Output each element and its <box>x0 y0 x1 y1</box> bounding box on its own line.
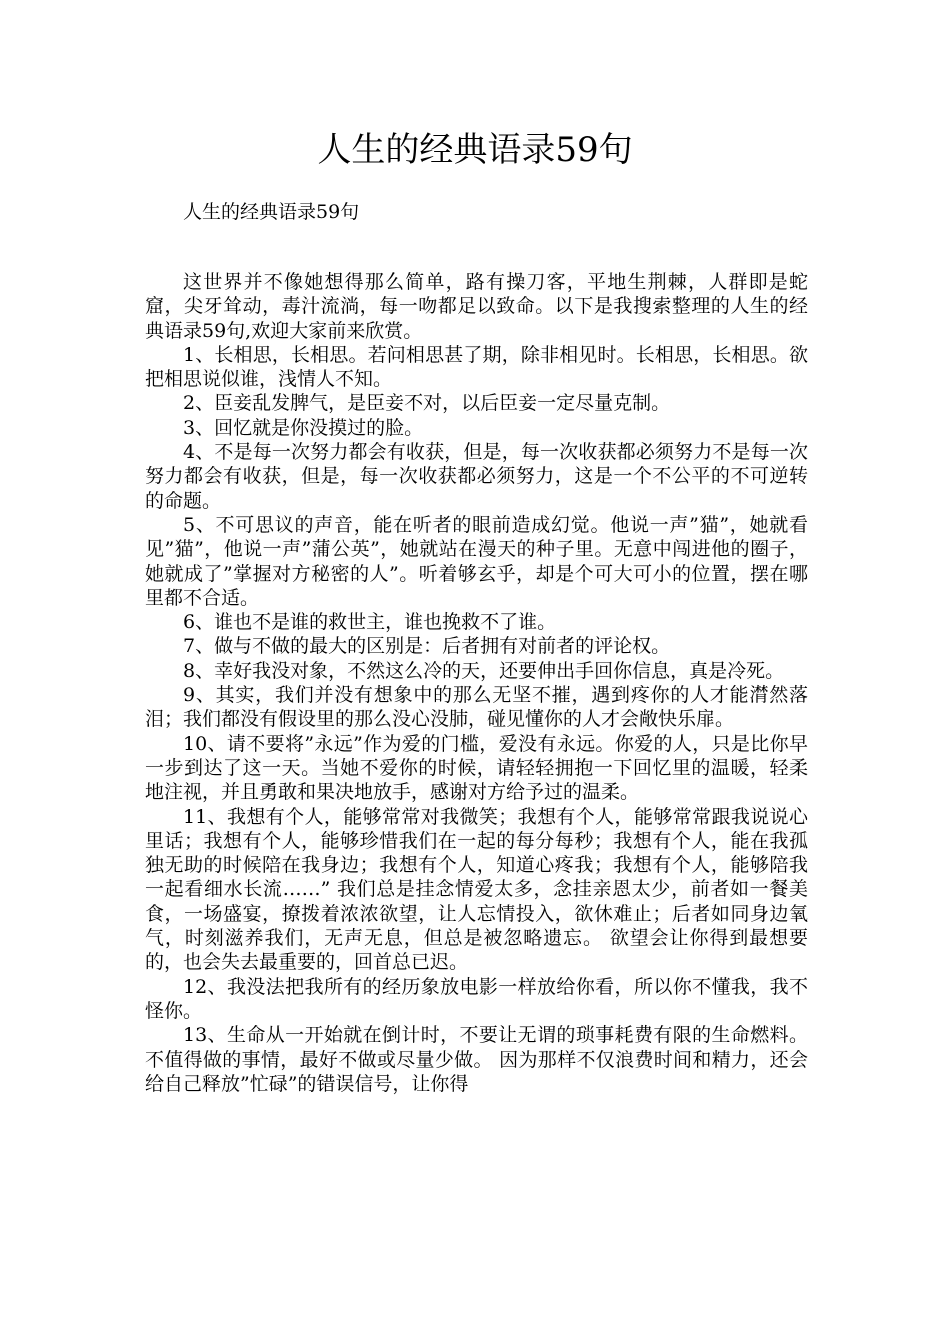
document-subtitle: 人生的经典语录59句 <box>183 201 360 223</box>
quote-paragraph: 13、生命从一开始就在倒计时，不要让无谓的琐事耗费有限的生命燃料。 不值得做的事情，最好不做或尽量少做。 因为那样不仅浪费时间和精力，还会给自己释放”忙碌”的错误信号，让你得 <box>145 1024 808 1095</box>
intro-paragraph: 这世界并不像她想得那么简单，路有操刀客，平地生荆棘，人群即是蛇窟，尖牙耸动，毒汁流淌，每一吻都足以致命。以下是我搜索整理的人生的经典语录59句,欢迎大家前来欣赏。 <box>145 271 808 342</box>
quote-paragraph: 8、幸好我没对象，不然这么冷的天，还要伸出手回你信息，真是冷死。 <box>183 659 785 682</box>
quote-paragraph: 12、我没法把我所有的经历象放电影一样放给你看，所以你不懂我，我不怪你。 <box>145 975 808 1022</box>
quote-paragraph: 9、其实，我们并没有想象中的那么无坚不摧，遇到疼你的人才能潸然落泪；我们都没有假设里的那么没心没肺，碰见懂你的人才会敞快乐扉。 <box>145 684 808 731</box>
quote-paragraph: 1、长相思，长相思。若问相思甚了期，除非相见时。长相思，长相思。欲把相思说似谁，浅情人不知。 <box>145 343 808 391</box>
document-title: 人生的经典语录59句 <box>317 130 633 170</box>
quote-paragraph: 6、谁也不是谁的救世主，谁也挽救不了谁。 <box>183 611 557 634</box>
document-body <box>145 270 808 1096</box>
quote-paragraph: 5、不可思议的声音，能在听者的眼前造成幻觉。他说一声”猫”，她就看见”猫”，他说一声”蒲公英”，她就站在漫天的种子里。无意中闯进他的圈子，她就成了”掌握对方秘密的人”。听着够玄乎，却是个可大可小的位置，摆在哪里都不合适。 <box>145 513 808 609</box>
quote-paragraph: 2、臣妾乱发脾气，是臣妾不对，以后臣妾一定尽量克制。 <box>183 392 671 415</box>
quote-paragraph: 10、请不要将”永远”作为爱的门槛，爱没有永远。你爱的人，只是比你早一步到达了这一天。当她不爱你的时候，请轻轻拥抱一下回忆里的温暖，轻柔地注视，并且勇敢和果决地放手，感谢对方给予过的温柔。 <box>145 732 808 804</box>
quote-paragraph: 4、不是每一次努力都会有收获，但是，每一次收获都必须努力不是每一次努力都会有收获，但是，每一次收获都必须努力，这是一个不公平的不可逆转的命题。 <box>145 441 808 512</box>
quote-paragraph: 11、我想有个人，能够常常对我微笑；我想有个人，能够常常跟我说说心里话；我想有个人，能够珍惜我们在一起的每分每秒；我想有个人，能在我孤独无助的时候陪在我身边；我想有个人，知道心疼我；我想有个人，能够陪我一起看细水长流……” 我们总是挂念情爱太多，念挂亲恩太少，前者如一餐美食，一场盛宴，撩拨着浓浓欲望，让人忘情投入，欲休难止；后者如同身边氧气，时刻滋养我们，无声无息，但总是被忽略遗忘。 欲望会让你得到最想要的，也会失去最重要的，回首总已迟。 <box>145 805 808 974</box>
quote-paragraph: 7、做与不做的最大的区别是：后者拥有对前者的评论权。 <box>183 635 671 658</box>
quote-paragraph: 3、回忆就是你没摸过的脸。 <box>183 416 424 439</box>
